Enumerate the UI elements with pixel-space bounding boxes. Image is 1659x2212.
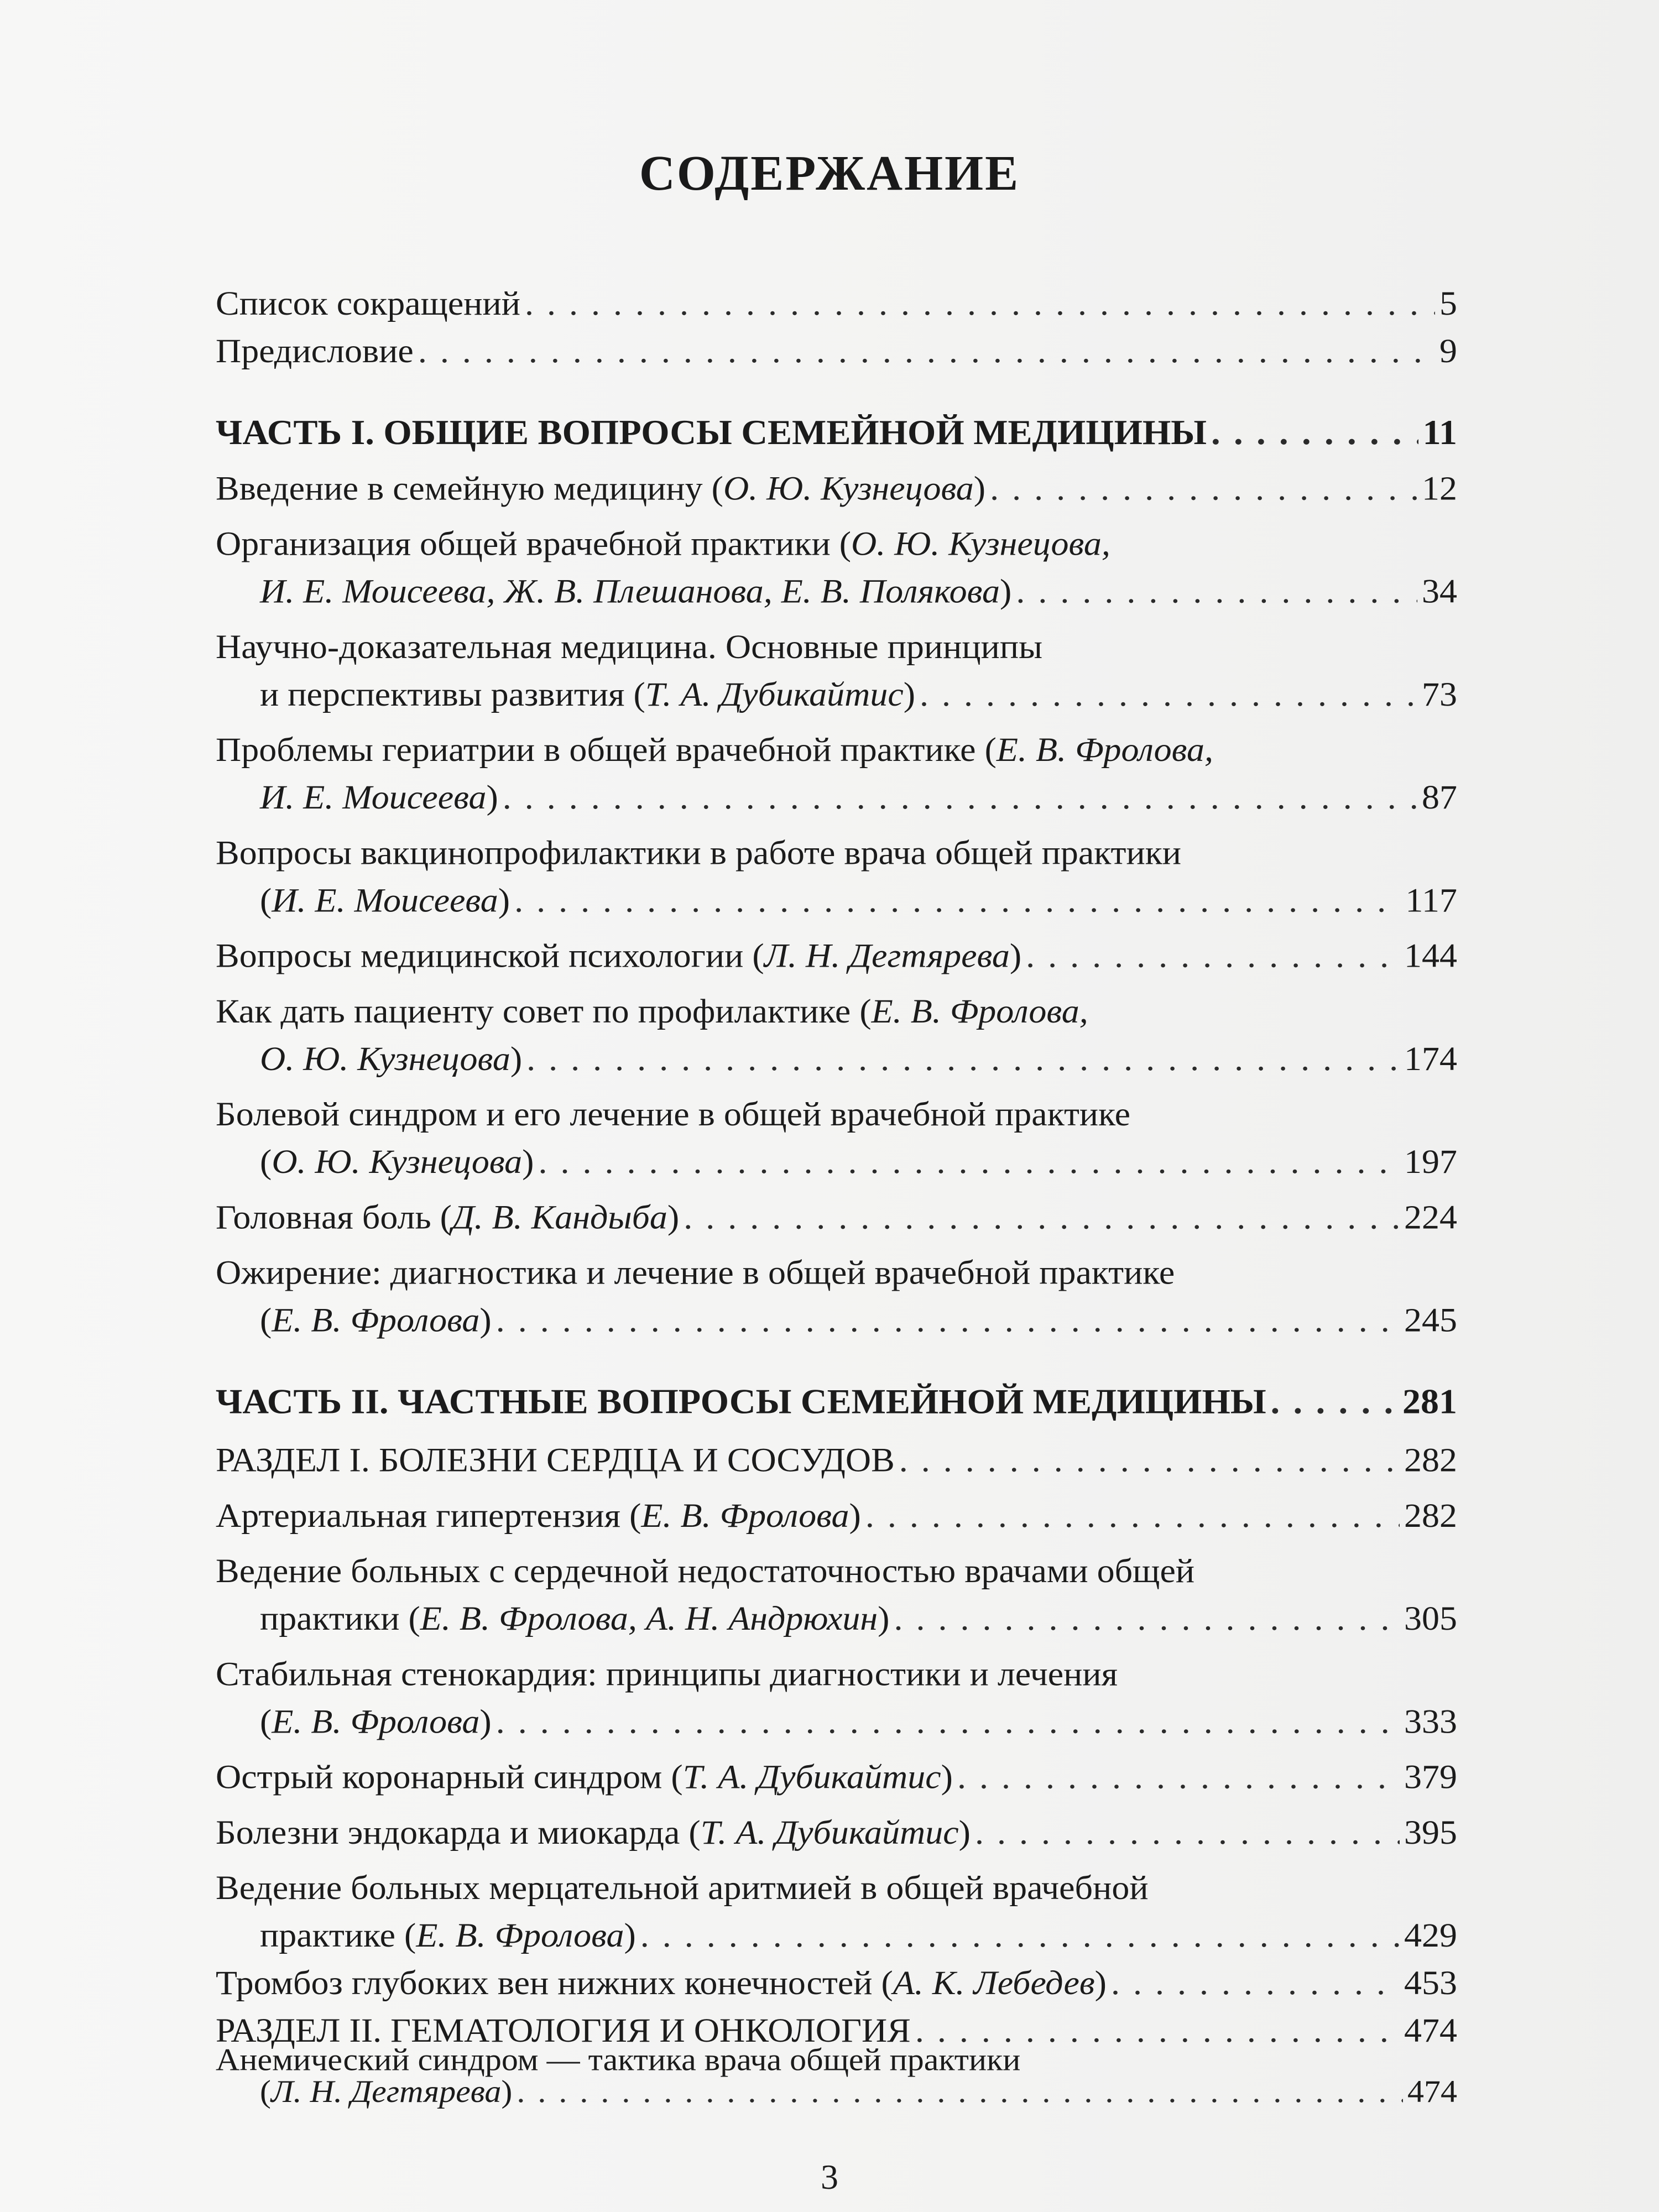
page-title: СОДЕРЖАНИЕ	[639, 146, 1020, 201]
page-ref: 474	[1404, 2011, 1457, 2049]
leader-dots	[975, 1809, 1400, 1856]
page-ref: 197	[1404, 1142, 1457, 1181]
leader-dots	[1111, 1959, 1400, 2007]
leader-dots	[894, 1595, 1400, 1642]
leader-dots	[640, 1912, 1400, 1959]
author-name: Т. А. Дубикайтис	[700, 1813, 959, 1851]
toc-entry-continuation: (Л. Н. Дегтярева) . . . 474	[260, 2075, 1457, 2107]
toc-entry: Болевой синдром и его лечение в общей врачебной практике	[216, 1095, 1131, 1133]
leader-dots	[1211, 409, 1418, 457]
author-name: Е. В. Фролова, А. Н. Андрюхин	[420, 1599, 878, 1637]
leader-dots	[526, 1035, 1400, 1083]
leader-dots	[538, 1138, 1400, 1186]
page-ref: 429	[1404, 1916, 1457, 1954]
leader-dots	[899, 1437, 1400, 1484]
leader-dots	[957, 1754, 1400, 1801]
toc-entry: Введение в семейную медицину (О. Ю. Кузнецова) . . . 12	[216, 465, 1457, 512]
author-name: И. Е. Моисеева	[272, 881, 498, 919]
toc-entry: Болезни эндокарда и миокарда (Т. А. Дубикайтис) . . . 395	[216, 1809, 1457, 1856]
toc-section-heading: РАЗДЕЛ I. БОЛЕЗНИ СЕРДЦА И СОСУДОВ . . . 282	[216, 1437, 1457, 1484]
page-ref: 9	[1439, 332, 1457, 370]
toc-entry: Ведение больных мерцательной аритмией в общей врачебной	[216, 1869, 1149, 1907]
toc-entry-continuation: (Е. В. Фролова) . . . 245	[260, 1297, 1457, 1344]
page-ref: 281	[1402, 1383, 1457, 1421]
page-ref: 395	[1404, 1813, 1457, 1851]
leader-dots	[1271, 1379, 1398, 1426]
leader-dots	[920, 671, 1417, 718]
toc-entry: Тромбоз глубоких вен нижних конечностей (А. К. Лебедев) . . . 453	[216, 1959, 1457, 2007]
author-name: Е. В. Фролова	[272, 1702, 480, 1740]
leader-dots	[496, 1698, 1400, 1745]
page-ref: 11	[1422, 413, 1457, 452]
author-name: Е. В. Фролова	[416, 1916, 624, 1954]
leader-dots	[1026, 932, 1400, 980]
toc-entry-continuation: О. Ю. Кузнецова) . . . 174	[260, 1035, 1457, 1083]
author-name: О. Ю. Кузнецова	[272, 1142, 523, 1181]
toc-entry: Головная боль (Д. В. Кандыба) . . . 224	[216, 1193, 1457, 1241]
toc-entry-continuation: практики (Е. В. Фролова, А. Н. Андрюхин) . . . 305	[260, 1595, 1457, 1642]
author-name: О. Ю. Кузнецова	[260, 1040, 510, 1078]
page-ref: 117	[1405, 881, 1457, 919]
toc-entry-continuation: (О. Ю. Кузнецова) . . . 197	[260, 1138, 1457, 1186]
leader-dots	[684, 1193, 1400, 1241]
toc-entry: Предисловие . . . 9	[216, 327, 1457, 375]
page-ref: 224	[1404, 1198, 1457, 1236]
leader-dots	[418, 327, 1435, 375]
leader-dots	[514, 877, 1401, 924]
toc-entry-continuation: И. Е. Моисеева, Ж. В. Плешанова, Е. В. Полякова) . . . 34	[260, 568, 1457, 615]
page-ref: 453	[1404, 1964, 1457, 2002]
leader-dots	[496, 1297, 1400, 1344]
toc-section-heading: РАЗДЕЛ II. ГЕМАТОЛОГИЯ И ОНКОЛОГИЯ . . . 474	[216, 2007, 1457, 2054]
leader-dots	[517, 2075, 1403, 2107]
toc-entry: Организация общей врачебной практики (О. Ю. Кузнецова,	[216, 525, 1110, 563]
leader-dots	[990, 465, 1417, 512]
author-name: Д. В. Кандыба	[451, 1198, 667, 1236]
toc-entry-continuation: и перспективы развития (Т. А. Дубикайтис) . . . 73	[260, 671, 1457, 718]
toc-part-heading: ЧАСТЬ II. ЧАСТНЫЕ ВОПРОСЫ СЕМЕЙНОЙ МЕДИЦИНЫ . . . 281	[216, 1379, 1457, 1426]
author-name: Е. В. Фролова,	[996, 731, 1213, 769]
toc-entry: Стабильная стенокардия: принципы диагностики и лечения	[216, 1655, 1118, 1693]
page-ref: 12	[1422, 469, 1457, 507]
author-name: Т. А. Дубикайтис	[682, 1758, 941, 1796]
page-ref: 34	[1422, 572, 1457, 611]
author-name: А. К. Лебедев	[893, 1964, 1095, 2002]
toc-entry-continuation: практике (Е. В. Фролова) . . . 429	[260, 1912, 1457, 1959]
author-name: Л. Н. Дегтярева	[270, 2074, 502, 2109]
author-name: Е. В. Фролова	[272, 1301, 480, 1339]
toc-entry: Вопросы вакцинопрофилактики в работе врача общей практики	[216, 833, 1182, 872]
toc-entry: Ведение больных с сердечной недостаточностью врачами общей	[216, 1552, 1195, 1590]
author-name: И. Е. Моисеева	[260, 778, 487, 816]
leader-dots	[525, 280, 1435, 327]
toc-entry: Артериальная гипертензия (Е. В. Фролова) . . . 282	[216, 1492, 1457, 1540]
author-name: Е. В. Фролова,	[871, 992, 1088, 1030]
author-name: Т. А. Дубикайтис	[645, 675, 904, 713]
page-ref: 282	[1404, 1441, 1457, 1479]
page-ref: 87	[1422, 778, 1457, 816]
toc-entry: Острый коронарный синдром (Т. А. Дубикайтис) . . . 379	[216, 1754, 1457, 1801]
page-ref: 333	[1404, 1702, 1457, 1740]
toc-entry: Научно-доказательная медицина. Основные принципы	[216, 628, 1043, 666]
page-ref: 282	[1404, 1496, 1457, 1535]
page-ref: 174	[1404, 1040, 1457, 1078]
leader-dots	[1016, 568, 1417, 615]
page-ref: 5	[1439, 284, 1457, 322]
toc-entry: Как дать пациенту совет по профилактике (Е. В. Фролова,	[216, 992, 1088, 1030]
leader-dots	[503, 774, 1417, 821]
page-ref: 73	[1422, 675, 1457, 713]
page-ref: 144	[1404, 937, 1457, 974]
page-ref: 305	[1404, 1599, 1457, 1637]
author-name: О. Ю. Кузнецова	[723, 469, 974, 507]
leader-dots	[865, 1492, 1400, 1540]
page-ref: 379	[1404, 1758, 1457, 1796]
author-name: Л. Н. Дегтярева	[764, 937, 1010, 974]
toc-entry: Ожирение: диагностика и лечение в общей врачебной практике	[216, 1254, 1175, 1291]
toc-entry: Анемический синдром — тактика врача общей практики	[216, 2042, 1021, 2078]
page-ref: 474	[1407, 2074, 1457, 2109]
toc-entry: Проблемы гериатрии в общей врачебной практике (Е. В. Фролова,	[216, 731, 1213, 769]
author-name: И. Е. Моисеева, Ж. В. Плешанова, Е. В. Полякова	[260, 572, 1000, 611]
toc-entry-continuation: И. Е. Моисеева) . . . 87	[260, 774, 1457, 821]
toc-part-heading: ЧАСТЬ I. ОБЩИЕ ВОПРОСЫ СЕМЕЙНОЙ МЕДИЦИНЫ . . . 11	[216, 409, 1457, 457]
toc-entry: Список сокращений . . . 5	[216, 280, 1457, 327]
toc-entry-continuation: (И. Е. Моисеева) . . . 117	[260, 877, 1457, 924]
page-number: 3	[821, 2157, 838, 2197]
toc-entry: Вопросы медицинской психологии (Л. Н. Дегтярева) . . . 144	[216, 932, 1457, 980]
page-ref: 245	[1404, 1301, 1457, 1339]
author-name: Е. В. Фролова	[641, 1496, 849, 1535]
toc-entry-continuation: (Е. В. Фролова) . . . 333	[260, 1698, 1457, 1745]
author-name: О. Ю. Кузнецова,	[851, 525, 1110, 563]
